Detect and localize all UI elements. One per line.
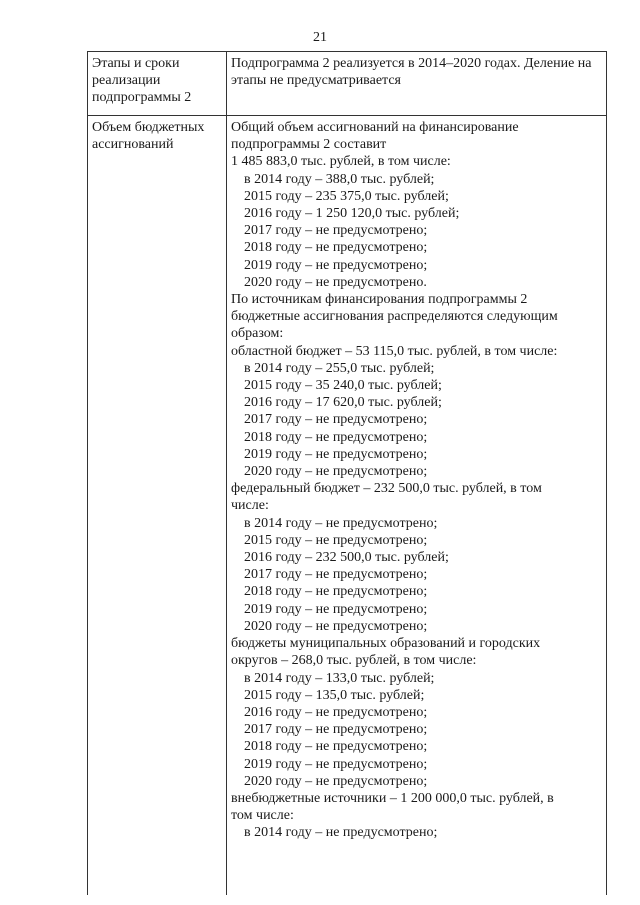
content-line: 2018 году – не предусмотрено;: [244, 240, 428, 256]
content-line: 2017 году – не предусмотрено;: [244, 567, 428, 583]
content-line: 2020 году – не предусмотрено;: [244, 618, 428, 634]
row-content-budget: [227, 116, 607, 896]
content-line: 2018 году – не предусмотрено;: [244, 739, 428, 755]
content-line: 2017 году – не предусмотрено;: [244, 223, 428, 239]
content-line: 2015 году – 235 375,0 тыс. рублей;: [244, 188, 449, 204]
content-line: 2016 году – 232 500,0 тыс. рублей;: [244, 550, 449, 566]
content-line: том числе:: [231, 808, 294, 824]
content-line: 2020 году – не предусмотрено;: [244, 464, 428, 480]
row-content-stages: [227, 52, 607, 116]
page-number: 21: [313, 30, 327, 45]
content-line: По источникам финансирования подпрограммы 2: [231, 292, 528, 308]
content-line: 2016 году – 1 250 120,0 тыс. рублей;: [244, 206, 460, 222]
content-line: 2015 году – 35 240,0 тыс. рублей;: [244, 378, 442, 394]
content-line: 1 485 883,0 тыс. рублей, в том числе:: [231, 154, 451, 170]
content-line: бюджетные ассигнования распределяются следующим: [231, 309, 558, 325]
content-line: в 2014 году – 255,0 тыс. рублей;: [244, 360, 435, 376]
table-row-stages: [88, 52, 607, 116]
content-line: подпрограммы 2 составит: [231, 137, 387, 153]
content-line: 2015 году – 135,0 тыс. рублей;: [244, 687, 425, 703]
content-line: 2019 году – не предусмотрено;: [244, 601, 428, 617]
content-line: 2018 году – не предусмотрено;: [244, 429, 428, 445]
content-line: 2015 году – не предусмотрено;: [244, 532, 428, 548]
content-line: Общий объем ассигнований на финансирование: [231, 120, 519, 135]
content-line: 2017 году – не предусмотрено;: [244, 412, 428, 428]
content-line: 2020 году – не предусмотрено.: [244, 274, 427, 290]
content-line: 2019 году – не предусмотрено;: [244, 446, 428, 462]
content-line: 2016 году – не предусмотрено;: [244, 704, 428, 720]
content-line: 2018 году – не предусмотрено;: [244, 584, 428, 600]
row-label-budget: Объем бюджетных ассигнований: [88, 116, 227, 896]
content-line: образом:: [231, 326, 284, 342]
row-label-stages: Этапы и сроки реализации подпрограммы 2: [88, 52, 227, 116]
content-line: 2020 году – не предусмотрено;: [244, 773, 428, 789]
content-line: областной бюджет – 53 115,0 тыс. рублей, в том числе:: [231, 343, 558, 359]
content-line: Подпрограмма 2 реализуется в 2014–2020 годах. Деление на этапы не предусматривается: [231, 56, 592, 89]
content-line: 2019 году – не предусмотрено;: [244, 756, 428, 772]
content-line: 2016 году – 17 620,0 тыс. рублей;: [244, 395, 442, 411]
table-row-budget: [88, 116, 607, 896]
content-line: в 2014 году – 133,0 тыс. рублей;: [244, 670, 435, 686]
content-line: в 2014 году – 388,0 тыс. рублей;: [244, 171, 435, 187]
subprogram-passport-table: [87, 51, 607, 895]
content-line: внебюджетные источники – 1 200 000,0 тыс. рублей, в: [231, 790, 554, 806]
content-line: числе:: [231, 498, 269, 514]
content-line: 2017 году – не предусмотрено;: [244, 722, 428, 738]
content-line: 2019 году – не предусмотрено;: [244, 257, 428, 273]
content-line: федеральный бюджет – 232 500,0 тыс. рублей, в том: [231, 481, 542, 497]
content-line: в 2014 году – не предусмотрено;: [244, 515, 438, 531]
content-line: бюджеты муниципальных образований и городских: [231, 636, 541, 652]
content-line: в 2014 году – не предусмотрено;: [244, 825, 438, 841]
content-line: округов – 268,0 тыс. рублей, в том числе:: [231, 653, 477, 669]
